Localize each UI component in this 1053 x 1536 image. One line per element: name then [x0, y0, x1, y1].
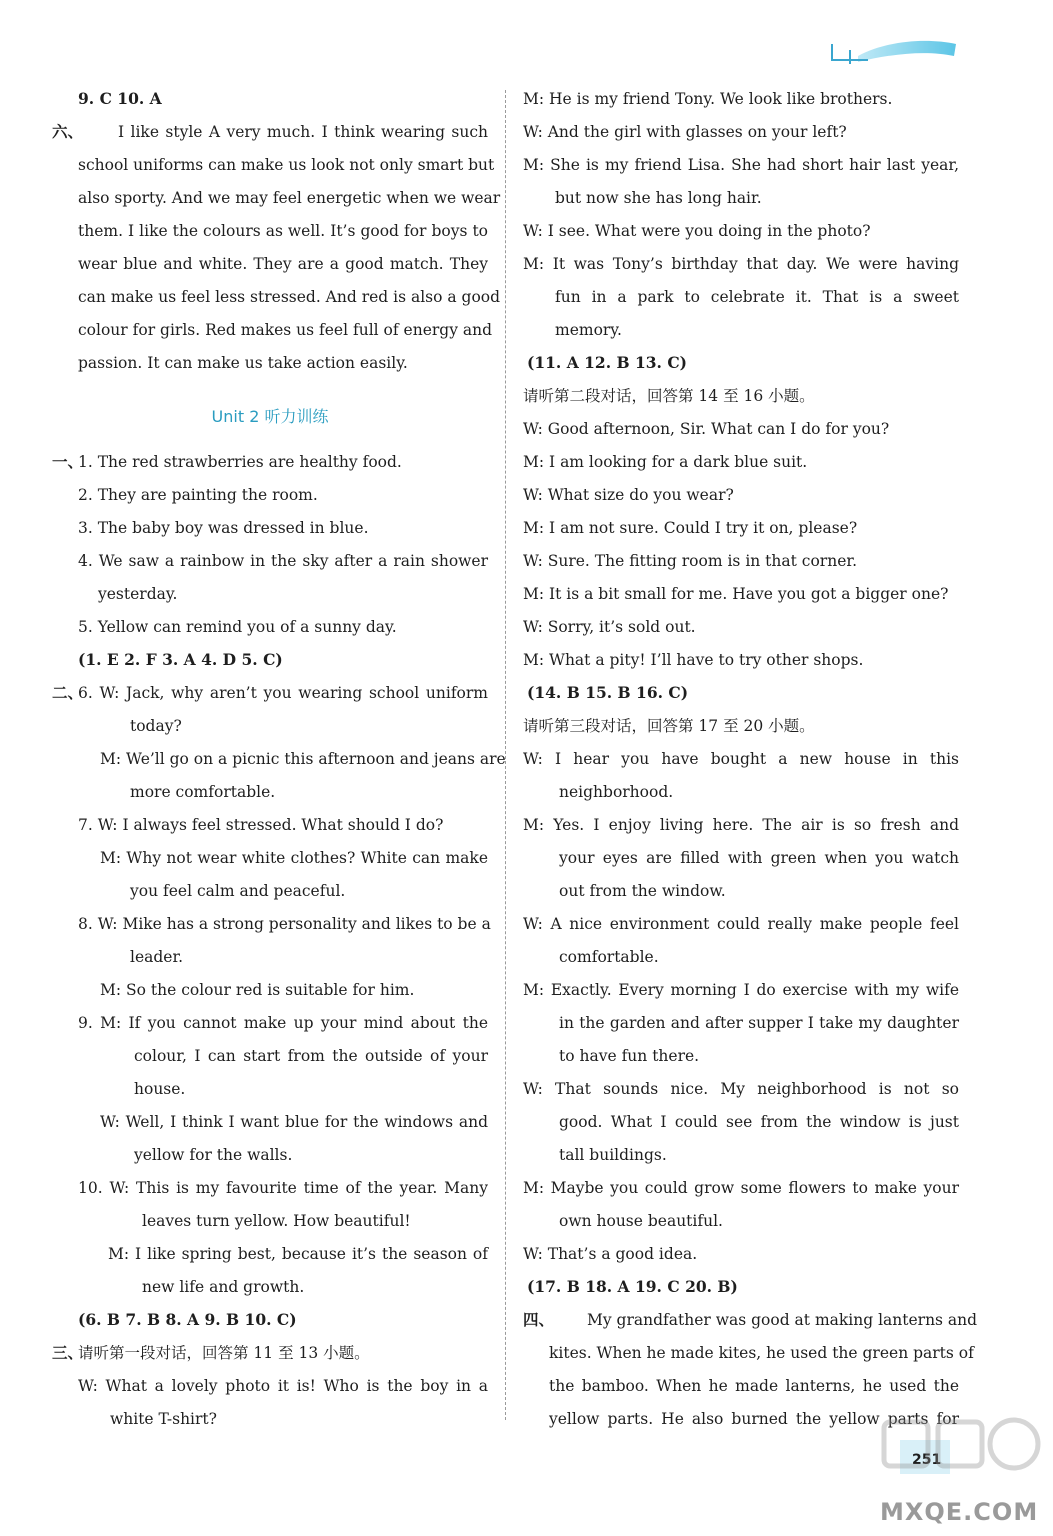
listening-item: 1. The red strawberries are healthy food.: [78, 453, 402, 471]
answer-line: (14. B 15. B 16. C): [527, 683, 689, 702]
dialogue-line: M: Why not wear white clothes? White can make: [100, 849, 488, 867]
listening-item: 5. Yellow can remind you of a sunny day.: [78, 618, 397, 636]
watermark-text: MXQE.COM: [880, 1498, 1039, 1526]
dialogue-line: tall buildings.: [559, 1146, 667, 1164]
section-number: 一、: [52, 452, 84, 471]
section-number: 六、: [52, 122, 84, 141]
dialogue-line: fun in a park to celebrate it. That is a sweet: [555, 288, 959, 306]
listening-item: yesterday.: [98, 585, 178, 603]
essay-line: yellow parts. He also burned the yellow parts for: [549, 1410, 959, 1428]
dialogue-line: W: I see. What were you doing in the photo?: [523, 222, 871, 240]
dialogue-line: you feel calm and peaceful.: [130, 882, 346, 900]
dialogue-line: yellow for the walls.: [134, 1146, 293, 1164]
dialogue-line: to have fun there.: [559, 1047, 700, 1065]
dialogue-line: W: What size do you wear?: [523, 486, 734, 504]
essay-line: colour for girls. Red makes us feel full of energy and: [78, 321, 493, 339]
dialogue-line: W: That’s a good idea.: [523, 1245, 698, 1263]
dialogue-line: M: He is my friend Tony. We look like brothers.: [523, 90, 893, 108]
dialogue-line: M: It was Tony’s birthday that day. We were having: [523, 255, 959, 273]
dialogue-line: W: Sure. The fitting room is in that corner.: [523, 552, 857, 570]
dialogue-line: M: I like spring best, because it’s the season of: [108, 1245, 488, 1263]
section-number: 三、: [52, 1343, 84, 1362]
listening-item: 3. The baby boy was dressed in blue.: [78, 519, 369, 537]
section-number: 四、: [523, 1310, 555, 1329]
dialogue-line: W: What a lovely photo it is! Who is the boy in a: [78, 1377, 488, 1395]
essay-line: My grandfather was good at making lanterns and: [587, 1311, 978, 1329]
dialogue-line: W: And the girl with glasses on your left?: [523, 123, 847, 141]
left-column: [52, 84, 506, 1437]
unit-heading: Unit 2 听力训练: [211, 407, 329, 426]
dialogue-line: 7. W: I always feel stressed. What should I do?: [78, 816, 444, 834]
essay-line: them. I like the colours as well. It’s good for boys to: [78, 222, 488, 240]
listening-item: 2. They are painting the room.: [78, 486, 318, 504]
page-number: 251: [912, 1452, 942, 1468]
answer-line: (1. E 2. F 3. A 4. D 5. C): [78, 650, 283, 669]
dialogue-line: today?: [130, 717, 182, 735]
dialogue-line: in the garden and after supper I take my daughter: [559, 1014, 959, 1032]
dialogue-line: but now she has long hair.: [555, 189, 762, 207]
dialogue-line: neighborhood.: [559, 783, 674, 801]
dialogue-line: comfortable.: [559, 948, 659, 966]
essay-line: kites. When he made kites, he used the green parts of: [549, 1344, 974, 1362]
dialogue-line: M: Exactly. Every morning I do exercise with my wife: [523, 981, 959, 999]
essay-line: the bamboo. When he made lanterns, he used the: [549, 1377, 959, 1395]
dialogue-line: W: Sorry, it’s sold out.: [523, 618, 696, 636]
essay-line: passion. It can make us take action easily.: [78, 354, 408, 372]
dialogue-line: out from the window.: [559, 882, 726, 900]
header-decoration-icon: [828, 36, 960, 70]
dialogue-line: M: What a pity! I’ll have to try other shops.: [523, 651, 864, 669]
dialogue-line: your eyes are filled with green when you watch: [559, 849, 959, 867]
dialogue-line: white T-shirt?: [110, 1410, 217, 1428]
section-intro: 请听第二段对话，回答第 14 至 16 小题。: [523, 387, 815, 405]
answer-line: 9. C 10. A: [78, 89, 162, 108]
answer-line: (6. B 7. B 8. A 9. B 10. C): [78, 1310, 297, 1329]
dialogue-line: M: I am looking for a dark blue suit.: [523, 453, 808, 471]
dialogue-line: W: Good afternoon, Sir. What can I do for you?: [523, 420, 890, 438]
dialogue-line: M: She is my friend Lisa. She had short hair last year,: [523, 156, 959, 174]
dialogue-line: house.: [134, 1080, 186, 1098]
dialogue-line: W: A nice environment could really make people feel: [523, 915, 959, 933]
essay-line: also sporty. And we may feel energetic when we wear: [78, 189, 501, 207]
dialogue-line: colour, I can start from the outside of your: [134, 1047, 488, 1065]
section-number: 二、: [52, 683, 84, 702]
dialogue-line: new life and growth.: [142, 1278, 305, 1296]
section-intro: 请听第三段对话，回答第 17 至 20 小题。: [523, 717, 815, 735]
dialogue-line: 10. W: This is my favourite time of the year. Many: [78, 1179, 488, 1197]
essay-line: I like style A very much. I think wearing such: [118, 123, 488, 141]
answer-line: (17. B 18. A 19. C 20. B): [527, 1277, 738, 1296]
dialogue-line: good. What I could see from the window is just: [559, 1113, 959, 1131]
dialogue-line: M: Maybe you could grow some flowers to make your: [523, 1179, 959, 1197]
dialogue-line: W: I hear you have bought a new house in this: [523, 750, 959, 768]
section-intro: 请听第一段对话，回答第 11 至 13 小题。: [78, 1344, 370, 1362]
dialogue-line: M: It is a bit small for me. Have you got a bigger one?: [523, 585, 949, 603]
listening-item: 4. We saw a rainbow in the sky after a rain shower: [78, 552, 488, 570]
essay-line: wear blue and white. They are a good match. They: [78, 255, 488, 273]
dialogue-line: 8. W: Mike has a strong personality and likes to be a: [78, 915, 491, 933]
right-column: [523, 84, 978, 1437]
dialogue-line: more comfortable.: [130, 783, 276, 801]
dialogue-line: leaves turn yellow. How beautiful!: [142, 1212, 411, 1230]
dialogue-line: M: Yes. I enjoy living here. The air is so fresh and: [523, 816, 959, 834]
dialogue-line: own house beautiful.: [559, 1212, 723, 1230]
essay-line: can make us feel less stressed. And red is also a good: [78, 288, 501, 306]
essay-line: school uniforms can make us look not only smart but: [78, 156, 495, 174]
dialogue-line: M: We’ll go on a picnic this afternoon and jeans are: [100, 750, 506, 768]
dialogue-line: 9. M: If you cannot make up your mind about the: [78, 1014, 488, 1032]
answer-line: (11. A 12. B 13. C): [527, 353, 688, 372]
dialogue-line: W: That sounds nice. My neighborhood is not so: [523, 1080, 959, 1098]
dialogue-line: memory.: [555, 321, 622, 339]
dialogue-line: M: I am not sure. Could I try it on, please?: [523, 519, 858, 537]
dialogue-line: 6. W: Jack, why aren’t you wearing school uniform: [78, 684, 488, 702]
dialogue-line: W: Well, I think I want blue for the windows and: [100, 1113, 488, 1131]
dialogue-line: leader.: [130, 948, 184, 966]
dialogue-line: M: So the colour red is suitable for him.: [100, 981, 415, 999]
